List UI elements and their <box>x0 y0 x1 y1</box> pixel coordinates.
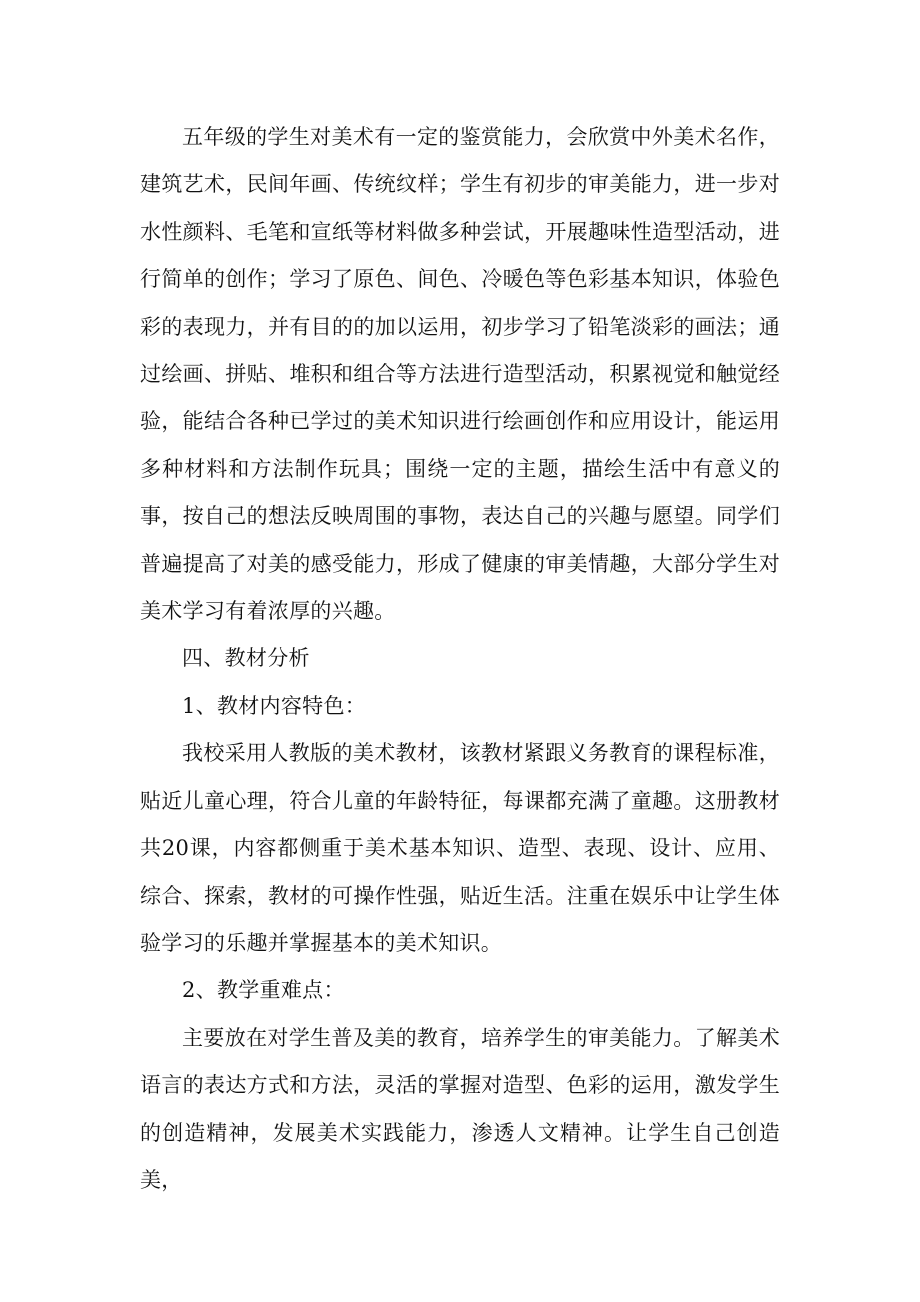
section-heading-textbook-analysis: 四、教材分析 <box>182 646 310 671</box>
paragraph-content-features: 我校采用人教版的美术教材，该教材紧跟义务教育的课程标准，贴近儿童心理，符合儿童的年龄特征，每课都充满了童趣。这册教材共20课，内容都侧重于美术基本知识、造型、表现、设计、应用、综合、探索，教材的可操作性强，贴近生活。注重在娱乐中让学生体验学习的乐趣并掌握基本的美术知识。 <box>140 741 780 955</box>
subheading-content-features: 1、教材内容特色： <box>182 693 367 718</box>
paragraph-student-analysis: 五年级的学生对美术有一定的鉴赏能力，会欣赏中外美术名作，建筑艺术，民间年画、传统纹样；学生有初步的审美能力，进一步对水性颜料、毛笔和宣纸等材料做多种尝试，开展趣味性造型活动，进行简单的创作；学习了原色、间色、冷暖色等色彩基本知识，体验色彩的表现力，并有目的的加以运用，初步学习了铅笔淡彩的画法；通过绘画、拼贴、堆积和组合等方法进行造型活动，积累视觉和触觉经验，能结合各种已学过的美术知识进行绘画创作和应用设计，能运用多种材料和方法制作玩具；围绕一定的主题，描绘生活中有意义的事，按自己的想法反映周围的事物，表达自己的兴趣与愿望。同学们普遍提高了对美的感受能力，形成了健康的审美情趣，大部分学生对美术学习有着浓厚的兴趣。 <box>140 125 780 624</box>
paragraph-key-points: 主要放在对学生普及美的教育，培养学生的审美能力。了解美术语言的表达方式和方法，灵活的掌握对造型、色彩的运用，激发学生的创造精神，发展美术实践能力，渗透人文精神。让学生自己创造美， <box>140 1025 780 1192</box>
subheading-key-points: 2、教学重难点： <box>182 978 345 1003</box>
document-page <box>140 114 780 1204</box>
